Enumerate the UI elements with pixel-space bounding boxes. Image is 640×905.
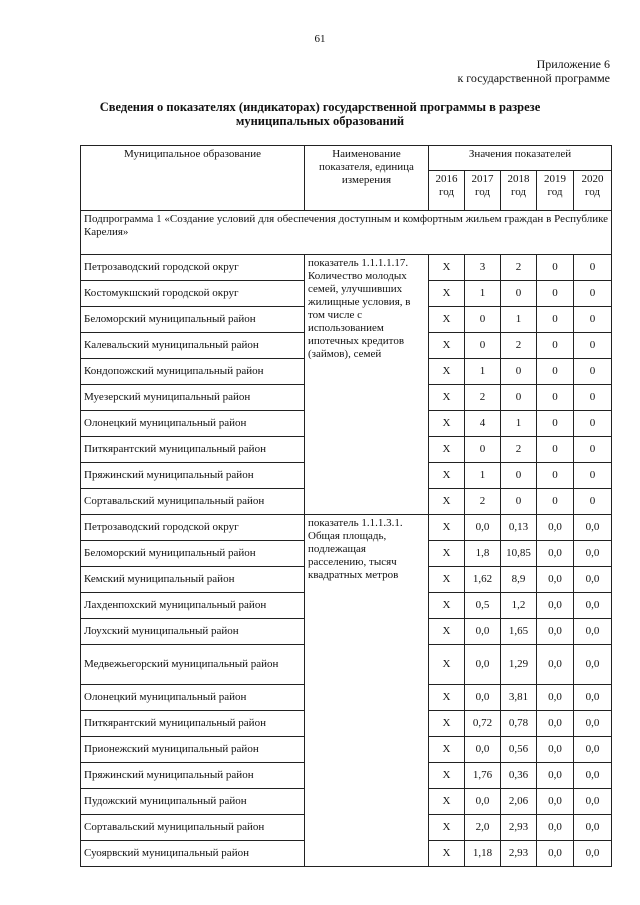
value-cell: 1,62	[465, 567, 501, 593]
value-cell: 1,18	[465, 841, 501, 867]
municipality-name: Пряжинский муниципальный район	[81, 763, 305, 789]
value-cell: 0	[574, 333, 612, 359]
value-cell: 0,72	[465, 711, 501, 737]
value-cell: 0	[537, 333, 574, 359]
value-cell: 2,93	[501, 841, 537, 867]
value-cell: 0,0	[537, 619, 574, 645]
municipality-name: Костомукшский городской округ	[81, 281, 305, 307]
value-cell: 0,5	[465, 593, 501, 619]
value-cell: Х	[429, 593, 465, 619]
value-cell: 0	[537, 307, 574, 333]
municipality-name: Петрозаводский городской округ	[81, 255, 305, 281]
municipality-name: Кондопожский муниципальный район	[81, 359, 305, 385]
value-cell: 0,0	[574, 763, 612, 789]
value-cell: 0,0	[574, 789, 612, 815]
value-cell: 0	[574, 437, 612, 463]
municipality-name: Прионежский муниципальный район	[81, 737, 305, 763]
municipality-name: Лоухский муниципальный район	[81, 619, 305, 645]
value-cell: Х	[429, 515, 465, 541]
value-cell: Х	[429, 711, 465, 737]
municipality-name: Лахденпохский муниципальный район	[81, 593, 305, 619]
value-cell: 1,2	[501, 593, 537, 619]
value-cell: 0	[501, 463, 537, 489]
appendix-label	[457, 57, 610, 85]
value-cell: Х	[429, 789, 465, 815]
page-number: 61	[314, 33, 326, 45]
value-cell: 0,0	[537, 763, 574, 789]
municipality-name: Питкярантский муниципальный район	[81, 437, 305, 463]
value-cell: 0	[537, 489, 574, 515]
value-cell: 0,0	[574, 619, 612, 645]
value-cell: 2	[465, 489, 501, 515]
value-cell: 0,0	[537, 685, 574, 711]
value-cell: 0,0	[465, 645, 501, 685]
value-cell: 0	[465, 437, 501, 463]
value-cell: 2,06	[501, 789, 537, 815]
value-cell: 0,0	[537, 815, 574, 841]
value-cell: 0,0	[574, 645, 612, 685]
value-cell: 3	[465, 255, 501, 281]
municipality-name: Сортавальский муниципальный район	[81, 815, 305, 841]
value-cell: Х	[429, 411, 465, 437]
value-cell: 0	[501, 359, 537, 385]
appendix-line-1: Приложение 6	[536, 57, 610, 71]
value-cell: 4	[465, 411, 501, 437]
value-cell: 2,93	[501, 815, 537, 841]
municipality-name: Медвежьегорский муниципальный район	[81, 645, 305, 685]
value-cell: 0	[574, 489, 612, 515]
value-cell: 0	[501, 385, 537, 411]
value-cell: 0,0	[574, 815, 612, 841]
value-cell: 0,0	[537, 567, 574, 593]
value-cell: 0,0	[574, 567, 612, 593]
header-year-2019: 2019 год	[537, 171, 574, 211]
header-year-2017: 2017 год	[465, 171, 501, 211]
value-cell: Х	[429, 737, 465, 763]
value-cell: 0,0	[537, 541, 574, 567]
value-cell: 0,0	[465, 737, 501, 763]
subprogram-title: Подпрограмма 1 «Создание условий для обеспечения доступным и комфортным жильем граждан в Республике Карелия»	[81, 211, 612, 255]
indicators-table	[80, 145, 612, 867]
value-cell: 2	[465, 385, 501, 411]
value-cell: 0	[574, 463, 612, 489]
value-cell: 2	[501, 255, 537, 281]
value-cell: 0	[537, 411, 574, 437]
value-cell: Х	[429, 489, 465, 515]
table-row	[81, 515, 612, 541]
value-cell: 1	[465, 281, 501, 307]
value-cell: Х	[429, 255, 465, 281]
value-cell: Х	[429, 541, 465, 567]
value-cell: 0	[501, 281, 537, 307]
value-cell: 0,56	[501, 737, 537, 763]
table-row	[81, 255, 612, 281]
value-cell: Х	[429, 281, 465, 307]
value-cell: 0,13	[501, 515, 537, 541]
header-values: Значения показателей	[429, 146, 612, 171]
value-cell: 0	[537, 281, 574, 307]
header-year-2018: 2018 год	[501, 171, 537, 211]
municipality-name: Петрозаводский городской округ	[81, 515, 305, 541]
municipality-name: Питкярантский муниципальный район	[81, 711, 305, 737]
value-cell: Х	[429, 359, 465, 385]
value-cell: Х	[429, 619, 465, 645]
value-cell: 0,0	[465, 685, 501, 711]
value-cell: 0,0	[574, 711, 612, 737]
header-year-2016: 2016 год	[429, 171, 465, 211]
value-cell: 0	[574, 411, 612, 437]
municipality-name: Муезерский муниципальный район	[81, 385, 305, 411]
value-cell: 0	[574, 385, 612, 411]
value-cell: 0,0	[574, 737, 612, 763]
value-cell: Х	[429, 307, 465, 333]
value-cell: 1,65	[501, 619, 537, 645]
indicator-name: показатель 1.1.1.3.1. Общая площадь, подлежащая расселению, тысяч квадратных метров	[305, 515, 429, 867]
value-cell: 0,0	[574, 593, 612, 619]
municipality-name: Суоярвский муниципальный район	[81, 841, 305, 867]
value-cell: 0,36	[501, 763, 537, 789]
value-cell: 1	[501, 411, 537, 437]
value-cell: Х	[429, 815, 465, 841]
value-cell: 0	[574, 255, 612, 281]
value-cell: 0,0	[465, 515, 501, 541]
value-cell: 3,81	[501, 685, 537, 711]
value-cell: 0	[501, 489, 537, 515]
value-cell: 0	[465, 333, 501, 359]
value-cell: Х	[429, 333, 465, 359]
header-municipality: Муниципальное образование	[81, 146, 305, 211]
value-cell: Х	[429, 463, 465, 489]
value-cell: 0	[537, 437, 574, 463]
appendix-line-2: к государственной программе	[457, 71, 610, 85]
value-cell: 0	[537, 255, 574, 281]
indicator-name: показатель 1.1.1.1.17. Количество молодых семей, улучшивших жилищные условия, в том числе с использованием ипотечных кредитов (займов), семей	[305, 255, 429, 515]
value-cell: 0,0	[537, 645, 574, 685]
value-cell: 2	[501, 333, 537, 359]
value-cell: Х	[429, 685, 465, 711]
value-cell: 0	[537, 463, 574, 489]
value-cell: 0,0	[537, 737, 574, 763]
value-cell: 0,0	[465, 619, 501, 645]
value-cell: 0	[574, 307, 612, 333]
value-cell: 2,0	[465, 815, 501, 841]
municipality-name: Сортавальский муниципальный район	[81, 489, 305, 515]
value-cell: 2	[501, 437, 537, 463]
value-cell: Х	[429, 841, 465, 867]
municipality-name: Калевальский муниципальный район	[81, 333, 305, 359]
value-cell: 1	[501, 307, 537, 333]
value-cell: 0,0	[537, 711, 574, 737]
municipality-name: Олонецкий муниципальный район	[81, 411, 305, 437]
municipality-name: Беломорский муниципальный район	[81, 307, 305, 333]
value-cell: 0,0	[574, 515, 612, 541]
municipality-name: Кемский муниципальный район	[81, 567, 305, 593]
document-title: Сведения о показателях (индикаторах) государственной программы в разрезе муниципальных образований	[99, 100, 541, 128]
value-cell: 0	[537, 359, 574, 385]
value-cell: 0,0	[465, 789, 501, 815]
value-cell: Х	[429, 567, 465, 593]
value-cell: 0,0	[574, 685, 612, 711]
value-cell: 10,85	[501, 541, 537, 567]
value-cell: 0,0	[537, 515, 574, 541]
value-cell: 0	[574, 281, 612, 307]
municipality-name: Беломорский муниципальный район	[81, 541, 305, 567]
value-cell: Х	[429, 437, 465, 463]
value-cell: Х	[429, 645, 465, 685]
value-cell: 0,0	[574, 841, 612, 867]
municipality-name: Пудожский муниципальный район	[81, 789, 305, 815]
value-cell: 8,9	[501, 567, 537, 593]
value-cell: 0	[537, 385, 574, 411]
value-cell: 0,0	[574, 541, 612, 567]
municipality-name: Пряжинский муниципальный район	[81, 463, 305, 489]
municipality-name: Олонецкий муниципальный район	[81, 685, 305, 711]
header-indicator: Наименование показателя, единица измерения	[305, 146, 429, 211]
value-cell: 1	[465, 463, 501, 489]
value-cell: 1,29	[501, 645, 537, 685]
value-cell: 0,0	[537, 593, 574, 619]
header-year-2020: 2020 год	[574, 171, 612, 211]
value-cell: 0,78	[501, 711, 537, 737]
value-cell: Х	[429, 385, 465, 411]
value-cell: 0	[574, 359, 612, 385]
value-cell: 0,0	[537, 841, 574, 867]
value-cell: 1	[465, 359, 501, 385]
value-cell: 0	[465, 307, 501, 333]
value-cell: Х	[429, 763, 465, 789]
value-cell: 0,0	[537, 789, 574, 815]
value-cell: 1,8	[465, 541, 501, 567]
value-cell: 1,76	[465, 763, 501, 789]
